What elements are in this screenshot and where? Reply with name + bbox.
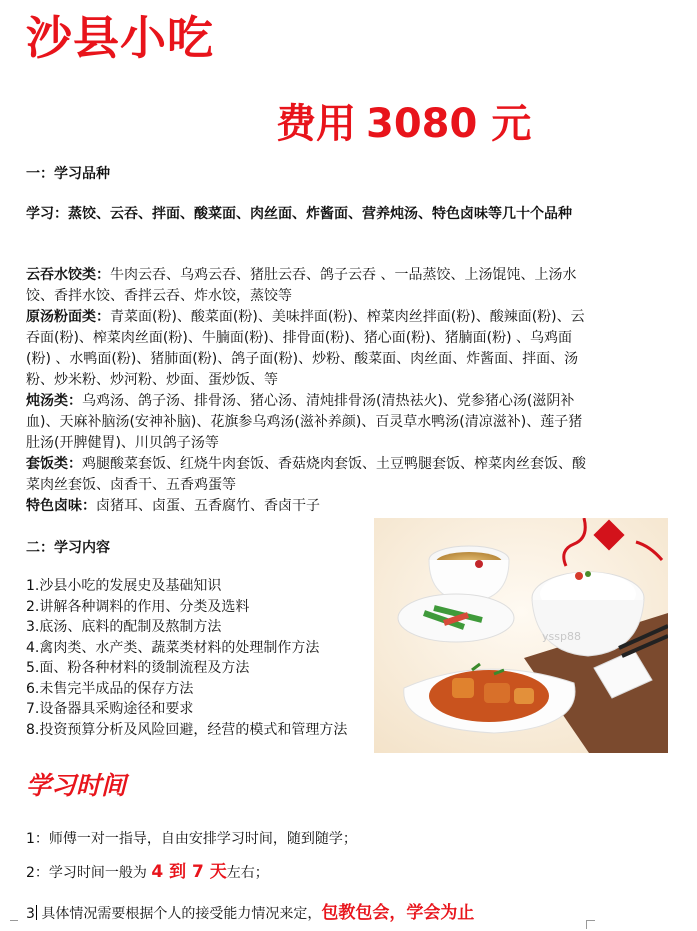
category-text: 鸡腿酸菜套饭、红烧牛肉套饭、香菇烧肉套饭、土豆鸭腿套饭、榨菜肉丝套饭、酸菜肉丝套饭、卤香干、五香鸡蛋等 <box>26 456 586 493</box>
category-label: 原汤粉面类： <box>26 309 110 325</box>
category-text: 牛肉云吞、乌鸡云吞、猪肚云吞、鸽子云吞 、一品蒸饺、上汤馄饨、上汤水饺、香拌水饺、香拌云吞、炸水饺，蒸饺等 <box>26 267 577 304</box>
study-label: 学习： <box>26 206 68 222</box>
line3-prefix: 具体情况需要根据个人的接受能力情况来定， <box>36 906 322 922</box>
study-time-line-2 <box>26 857 269 882</box>
page-corner-mark <box>586 920 595 929</box>
fee-amount: 3080 <box>366 101 478 147</box>
category-item <box>26 265 586 307</box>
line2-prefix: 2：学习时间一般为 <box>26 865 152 881</box>
list-item: 3.底汤、底料的配制及熬制方法 <box>26 619 222 635</box>
photo-watermark: yssp88 <box>542 630 581 643</box>
list-item: 7.设备器具采购途径和要求 <box>26 701 194 717</box>
category-label: 云吞水饺类： <box>26 267 110 283</box>
page-corner-mark <box>10 920 18 929</box>
category-list <box>26 265 586 517</box>
food-photo <box>374 518 668 753</box>
line3-highlight: 包教包会，学会为止 <box>321 903 475 923</box>
food-illustration <box>374 518 668 753</box>
category-item <box>26 496 586 517</box>
list-item: 2.讲解各种调料的作用、分类及选料 <box>26 598 250 615</box>
line2-suffix: 左右； <box>226 865 269 881</box>
fee-unit: 元 <box>491 101 532 147</box>
study-text: 蒸饺、云吞、拌面、酸菜面、肉丝面、炸酱面、营养炖汤、特色卤味等几十个品种 <box>68 206 572 222</box>
category-item <box>26 454 586 496</box>
fee-label: 费用 <box>276 101 356 147</box>
line3-number: 3 <box>26 906 35 922</box>
study-summary <box>26 204 586 225</box>
study-time-line-3 <box>26 898 474 923</box>
study-time-heading: 学习时间 <box>26 771 127 800</box>
list-item: 1.沙县小吃的发展史及基础知识 <box>26 578 222 594</box>
category-item <box>26 391 586 454</box>
category-text: 乌鸡汤、鸽子汤、排骨汤、猪心汤、清炖排骨汤(清热祛火)、党参猪心汤(滋阴补血)、天麻补脑汤(安神补脑)、花旗参乌鸡汤(滋补养颜)、百灵草水鸭汤(清凉滋补)、莲子猪肚汤(开脾健胃)、川贝鸽子汤等 <box>26 393 583 451</box>
fee-heading <box>276 92 531 149</box>
content-list <box>26 576 347 740</box>
category-item <box>26 307 586 391</box>
line2-highlight: 4 到 7 天 <box>151 862 227 882</box>
section1-heading: 一：学习品种 <box>26 166 110 182</box>
list-item: 8.投资预算分析及风险回避，经营的模式和管理方法 <box>26 721 348 738</box>
category-text: 青菜面(粉)、酸菜面(粉)、美味拌面(粉)、榨菜肉丝拌面(粉)、酸辣面(粉)、云吞面(粉)、榨菜肉丝面(粉)、牛腩面(粉)、排骨面(粉)、猪心面(粉)、猪腩面(粉) 、乌鸡面(粉) 、水鸭面(粉)、猪肺面(粉)、鸽子面(粉)、炒粉、酸菜面、肉丝面、炸酱面、拌面、汤粉、炒米粉、炒河粉、炒面、蛋炒饭、等 <box>26 309 585 388</box>
category-label: 炖汤类： <box>26 393 82 409</box>
category-text: 卤猪耳、卤蛋、五香腐竹、香卤干子 <box>96 498 320 514</box>
page-title: 沙县小吃 <box>26 11 214 65</box>
list-item: 4.禽肉类、水产类、蔬菜类材料的处理制作方法 <box>26 639 320 656</box>
category-label: 特色卤味： <box>26 498 96 514</box>
list-item: 5.面、粉各种材料的烫制流程及方法 <box>26 660 250 676</box>
study-time-line-1: 1：师傅一对一指导，自由安排学习时间，随到随学； <box>26 831 357 847</box>
category-label: 套饭类： <box>26 456 82 472</box>
section2-heading: 二：学习内容 <box>26 540 110 556</box>
list-item: 6.未售完半成品的保存方法 <box>26 680 194 697</box>
